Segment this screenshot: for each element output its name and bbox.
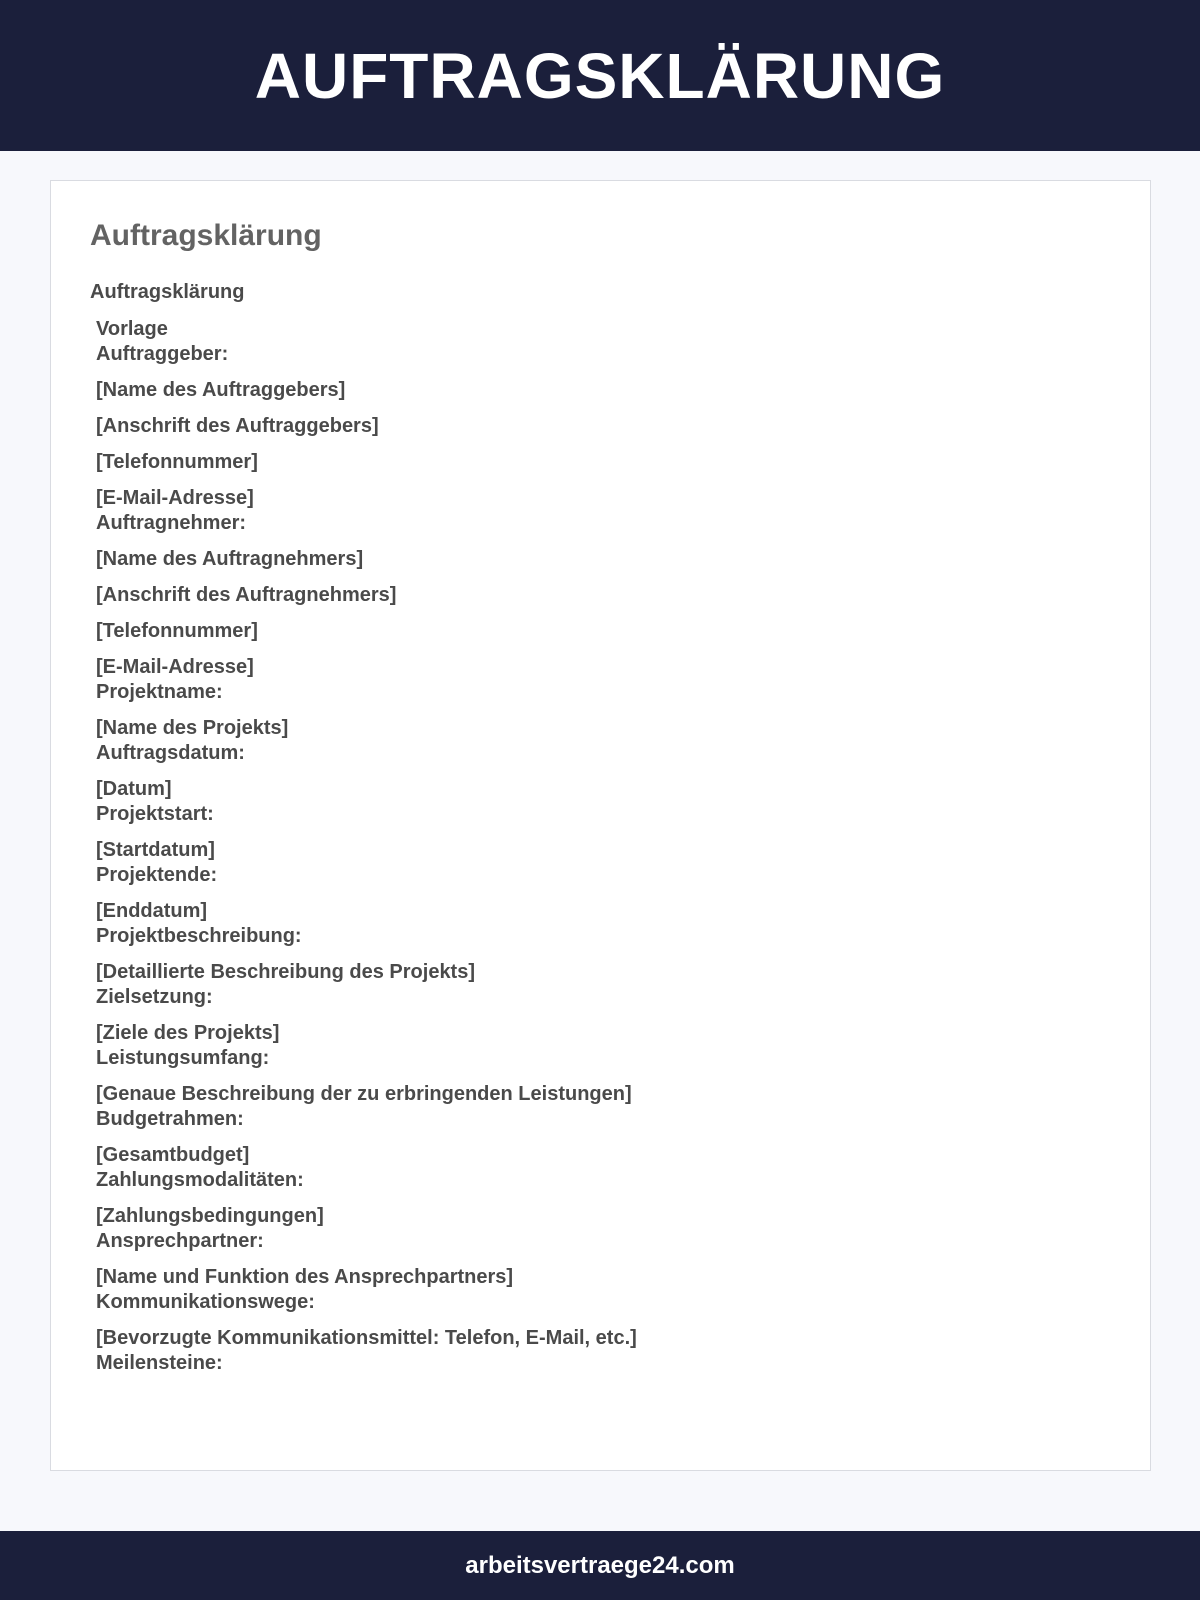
- doc-line: [Enddatum]: [96, 900, 208, 922]
- document-body: [96, 317, 1096, 1376]
- doc-line: Auftragnehmer:: [96, 512, 247, 534]
- doc-line: [Telefonnummer]: [96, 451, 258, 473]
- doc-line: [Anschrift des Auftragnehmers]: [96, 584, 397, 606]
- doc-line: Auftraggeber:: [96, 343, 229, 365]
- doc-line: Auftragsdatum:: [96, 742, 245, 764]
- doc-line: [Name des Projekts]: [96, 717, 289, 739]
- doc-line: [Name des Auftragnehmers]: [96, 548, 364, 570]
- doc-line: Projektstart:: [96, 803, 214, 825]
- doc-line: [Name und Funktion des Ansprechpartners]: [96, 1266, 514, 1288]
- doc-line: [Anschrift des Auftraggebers]: [96, 415, 379, 437]
- doc-line: [Datum]: [96, 778, 172, 800]
- doc-line: Projektname:: [96, 681, 223, 703]
- doc-line: Projektbeschreibung:: [96, 925, 302, 947]
- doc-line: [Startdatum]: [96, 839, 215, 861]
- page-header: [0, 0, 1200, 151]
- doc-line: Zahlungsmodalitäten:: [96, 1169, 304, 1191]
- doc-line: Budgetrahmen:: [96, 1108, 244, 1130]
- doc-line: Projektende:: [96, 864, 218, 886]
- doc-line: [Name des Auftraggebers]: [96, 379, 346, 401]
- document-card: [50, 180, 1151, 1471]
- doc-line: [Gesamtbudget]: [96, 1144, 250, 1166]
- doc-line: Kommunikationswege:: [96, 1291, 315, 1313]
- doc-line: [Genaue Beschreibung der zu erbringenden Leistungen]: [96, 1083, 632, 1105]
- doc-line: Meilensteine:: [96, 1352, 223, 1374]
- page-footer: [0, 1531, 1200, 1600]
- doc-line: [E-Mail-Adresse]: [96, 487, 254, 509]
- doc-line: [Bevorzugte Kommunikationsmittel: Telefon, E-Mail, etc.]: [96, 1327, 637, 1349]
- doc-line: Zielsetzung:: [96, 986, 213, 1008]
- doc-line: [Ziele des Projekts]: [96, 1022, 280, 1044]
- doc-line: [Detaillierte Beschreibung des Projekts]: [96, 961, 476, 983]
- header-title: AUFTRAGSKLÄRUNG: [254, 39, 946, 112]
- doc-line: Ansprechpartner:: [96, 1230, 264, 1252]
- doc-line: [Zahlungsbedingungen]: [96, 1205, 324, 1227]
- doc-line: [Telefonnummer]: [96, 620, 258, 642]
- document-subtitle: Auftragsklärung: [90, 281, 245, 303]
- doc-line: [E-Mail-Adresse]: [96, 656, 254, 678]
- doc-line: Leistungsumfang:: [96, 1047, 270, 1069]
- footer-site-link[interactable]: arbeitsvertraege24.com: [465, 1551, 735, 1579]
- document-title: Auftragsklärung: [90, 219, 322, 252]
- doc-line: Vorlage: [96, 318, 168, 340]
